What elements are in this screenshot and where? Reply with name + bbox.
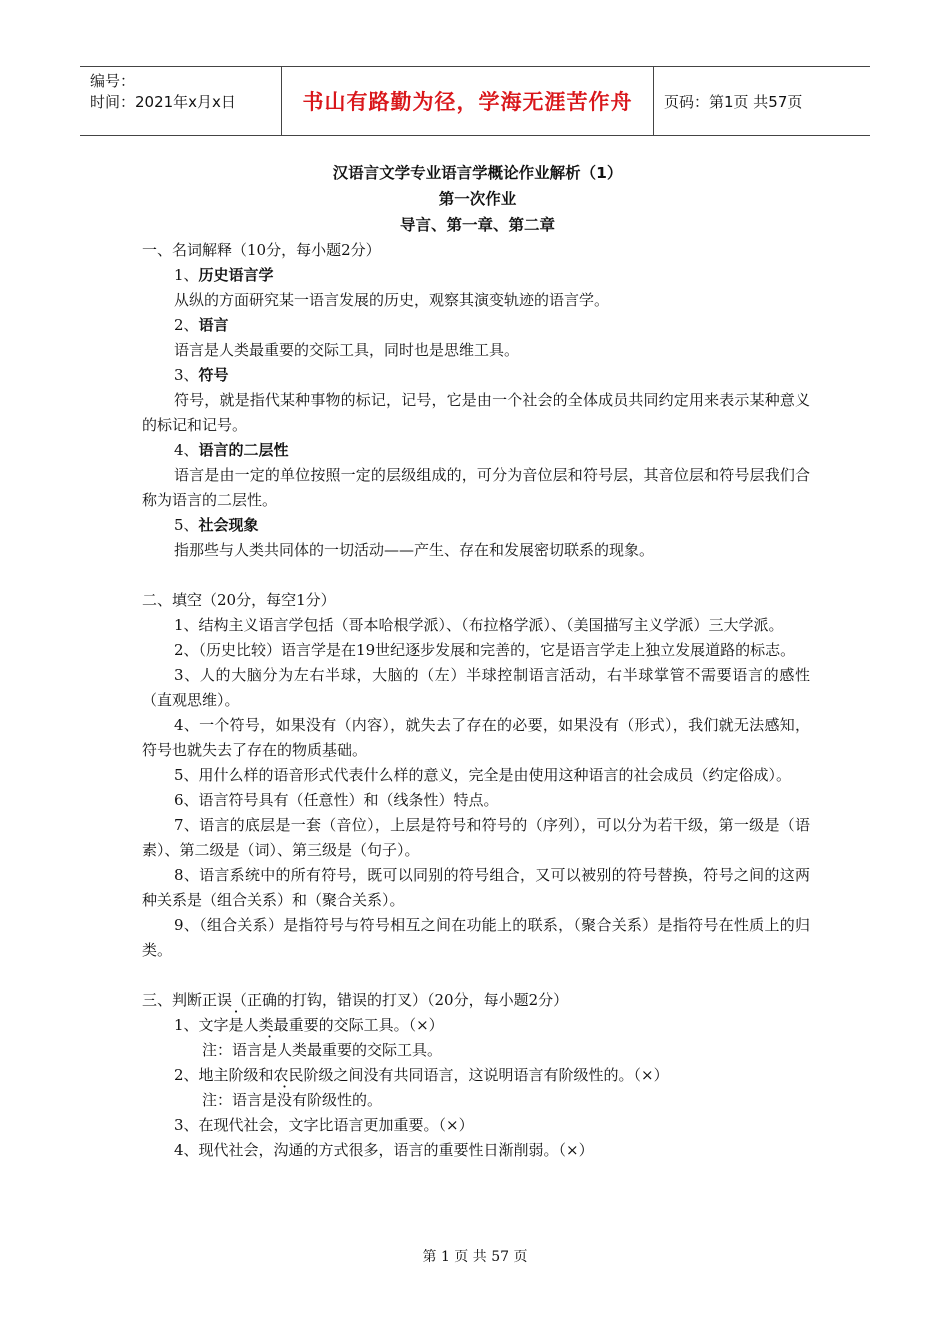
term-name: 历史语言学 (198, 266, 274, 284)
term-item: 2、语言 (174, 316, 229, 334)
term-definition: 符号，就是指代某种事物的标记，记号，它是由一个社会的全体成员共同约定用来表示某种意义的标记和记号。 (142, 391, 810, 434)
number-label: 编号： (90, 72, 136, 90)
question-item: 7、语言的底层是一套（音位），上层是符号和符号的（序列），可以分为若干级，第一级是（语素）、第二级是（词）、第三级是（句子）。 (142, 816, 810, 859)
term-item: 5、社会现象 (174, 516, 259, 534)
document-body (142, 160, 810, 1163)
section-true-false (142, 988, 810, 1163)
question-item: 1、结构主义语言学包括（哥本哈根学派）、（布拉格学派）、（美国描写主义学派）三大学派。 (174, 616, 784, 634)
term-definition: 语言是人类最重要的交际工具，同时也是思维工具。 (174, 341, 520, 359)
section-heading: 一、名词解释（10分，每小题2分） (142, 241, 381, 259)
question-item: 2、（历史比较）语言学是在19世纪逐步发展和完善的，它是语言学走上独立发展道路的标志。 (174, 641, 796, 659)
header-meta (80, 67, 282, 135)
question-item: 4、现代社会，沟通的方式很多，语言的重要性日渐削弱。（×） (174, 1141, 594, 1159)
question-item: 8、语言系统中的所有符号，既可以同别的符号组合，又可以被别的符号替换，符号之间的这两种关系是（组合关系）和（聚合关系）。 (142, 866, 810, 909)
section-heading: 二、填空（20分，每空1分） (142, 591, 336, 609)
header-motto-cell (282, 67, 654, 135)
term-name: 语言 (198, 316, 229, 334)
section-heading: 三、判断正误（正确的打钩，错误的打叉）（20分，每小题2分） (142, 991, 569, 1009)
section-fill-in (142, 588, 810, 963)
emphasis-dot-char: 是 (262, 1041, 278, 1059)
term-name: 符号 (198, 366, 229, 384)
question-item: 4、一个符号，如果没有（内容），就失去了存在的必要，如果没有（形式），我们就无法感知，符号也就失去了存在的物质基础。 (142, 716, 810, 759)
term-definition: 指那些与人类共同体的一切活动——产生、存在和发展密切联系的现象。 (174, 541, 655, 559)
question-item: 9、（组合关系）是指符号与符号相互之间在功能上的联系，（聚合关系）是指符号在性质上的归类。 (142, 916, 810, 959)
question-item: 2、地主阶级和农民阶级之间没有共同语言，这说明语言有阶级性的。（×） (174, 1066, 669, 1084)
emphasis-dot-char: 没 (277, 1091, 293, 1109)
question-item: 3、在现代社会，文字比语言更加重要。（×） (174, 1116, 474, 1134)
term-definition: 语言是由一定的单位按照一定的层级组成的，可分为音位层和符号层，其音位层和符号层我们合称为语言的二层性。 (142, 466, 810, 509)
question-item: 6、语言符号具有（任意性）和（线条性）特点。 (174, 791, 499, 809)
header-page-info: 页码：第1页 共57页 (664, 92, 803, 111)
section-term-definitions (142, 238, 810, 563)
doc-subtitle: 第一次作业 (438, 190, 517, 208)
page-footer: 第 1 页 共 57 页 (422, 1249, 528, 1265)
question-item: 1、文字是人类最重要的交际工具。（×） (174, 1016, 444, 1034)
term-item: 1、历史语言学 (174, 266, 274, 284)
term-item: 4、语言的二层性 (174, 441, 289, 459)
term-name: 社会现象 (198, 516, 259, 534)
term-name: 语言的二层性 (198, 441, 289, 459)
question-item: 5、用什么样的语音形式代表什么样的意义，完全是由使用这种语言的社会成员（约定俗成）。 (174, 766, 792, 784)
term-item: 3、符号 (174, 366, 229, 384)
header-motto: 书山有路勤为径，学海无涯苦作舟 (302, 90, 633, 114)
document-header (80, 66, 870, 136)
answer-note: 注：语言是人类最重要的交际工具。 (202, 1041, 443, 1059)
emphasis-dot-char: 是 (228, 1016, 244, 1034)
doc-title: 汉语言文学专业语言学概论作业解析（1） (332, 164, 623, 182)
term-definition: 从纵的方面研究某一语言发展的历史，观察其演变轨迹的语言学。 (174, 291, 610, 309)
answer-note: 注：语言是没有阶级性的。 (202, 1091, 383, 1109)
date-label: 时间：2021年x月x日 (90, 93, 236, 111)
question-item: 3、人的大脑分为左右半球，大脑的（左）半球控制语言活动，右半球掌管不需要语言的感性（直观思维）。 (142, 666, 810, 709)
doc-chapters: 导言、第一章、第二章 (399, 216, 555, 234)
